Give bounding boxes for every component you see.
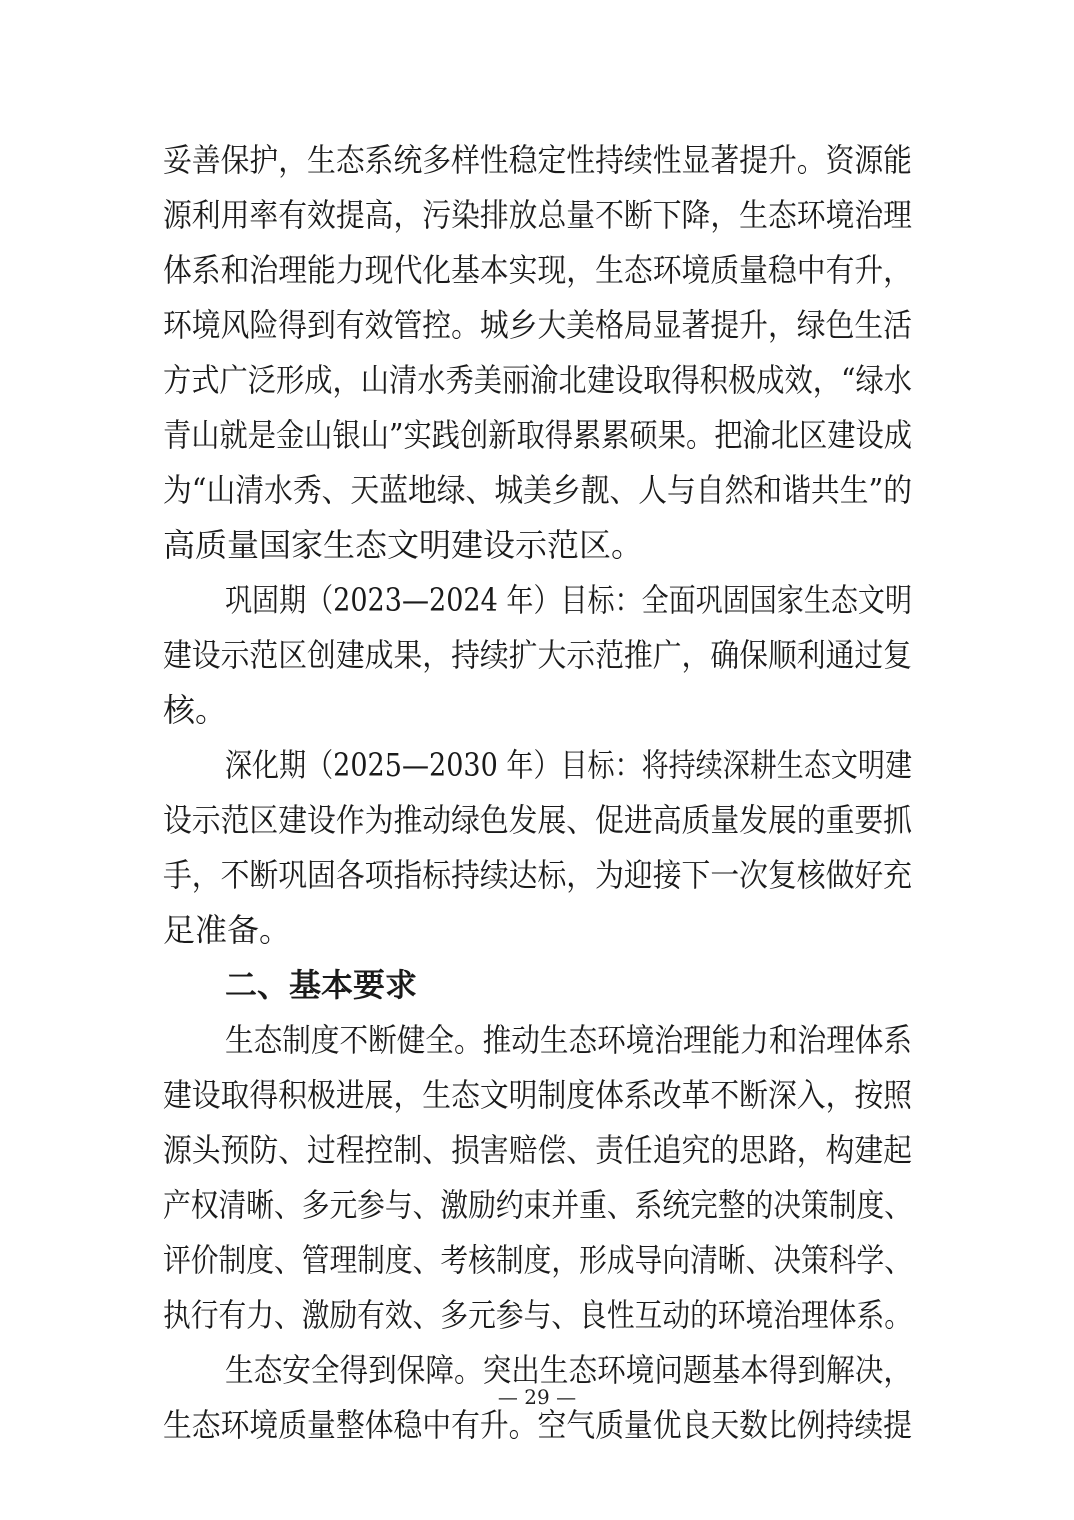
section-heading: 二、基本要求 bbox=[225, 966, 418, 1004]
text-line: 产权清晰、多元参与、激励约束并重、系统完整的决策制度、 bbox=[163, 1186, 912, 1224]
text-line: 评价制度、管理制度、考核制度，形成导向清晰、决策科学、 bbox=[163, 1241, 912, 1279]
text-line: 设示范区建设作为推动绿色发展、促进高质量发展的重要抓 bbox=[163, 801, 912, 839]
text-line: 源利用率有效提高，污染排放总量不断下降，生态环境治理 bbox=[163, 196, 912, 234]
text-line: 青山就是金山银山”实践创新取得累累硕果。把渝北区建设成 bbox=[163, 416, 912, 454]
text-line: 手，不断巩固各项指标持续达标，为迎接下一次复核做好充 bbox=[163, 856, 912, 894]
text-line: 源头预防、过程控制、损害赔偿、责任追究的思路，构建起 bbox=[163, 1131, 912, 1169]
text-line: 建设取得积极进展，生态文明制度体系改革不断深入，按照 bbox=[163, 1076, 912, 1114]
text-line: 生态安全得到保障。突出生态环境问题基本得到解决， bbox=[225, 1351, 912, 1389]
text-line: 深化期（2025—2030 年）目标：将持续深耕生态文明建 bbox=[225, 746, 912, 784]
text-line: 环境风险得到有效管控。城乡大美格局显著提升，绿色生活 bbox=[163, 306, 912, 344]
text-line: 妥善保护，生态系统多样性稳定性持续性显著提升。资源能 bbox=[163, 141, 912, 179]
text-line: 生态环境质量整体稳中有升。空气质量优良天数比例持续提 bbox=[163, 1406, 912, 1444]
text-line: 核。 bbox=[163, 691, 228, 729]
text-line: 高质量国家生态文明建设示范区。 bbox=[163, 526, 644, 564]
text-line: 执行有力、激励有效、多元参与、良性互动的环境治理体系。 bbox=[163, 1296, 912, 1334]
text-line: 为“山清水秀、天蓝地绿、城美乡靓、人与自然和谐共生”的 bbox=[163, 471, 912, 509]
page-number: — 29 — bbox=[497, 1385, 577, 1409]
text-line: 方式广泛形成，山清水秀美丽渝北建设取得积极成效，“绿水 bbox=[163, 361, 912, 399]
text-line: 巩固期（2023—2024 年）目标：全面巩固国家生态文明 bbox=[225, 581, 912, 619]
text-line: 体系和治理能力现代化基本实现，生态环境质量稳中有升， bbox=[163, 251, 912, 289]
text-line: 生态制度不断健全。推动生态环境治理能力和治理体系 bbox=[225, 1021, 912, 1059]
text-line: 足准备。 bbox=[163, 911, 292, 949]
text-line: 建设示范区创建成果，持续扩大示范推广，确保顺利通过复 bbox=[163, 636, 912, 674]
